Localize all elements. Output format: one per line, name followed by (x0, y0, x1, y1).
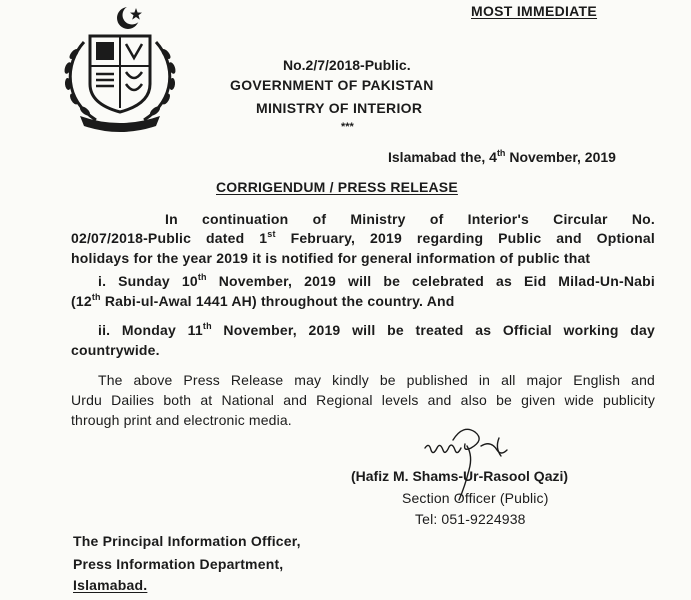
state-emblem-icon (50, 4, 190, 132)
paragraph-1-line-3: holidays for the year 2019 it is notified for general information of public that (71, 250, 591, 266)
date-line: Islamabad the, 4th November, 2019 (388, 148, 616, 165)
addressee-line-2: Press Information Department, (73, 556, 284, 572)
addressee-line-1: The Principal Information Officer, (73, 533, 301, 549)
item-i-line-2: (12th Rabi-ul-Awal 1441 AH) throughout the country. And (71, 292, 455, 309)
item-ii-line-1: ii. Monday 11th November, 2019 will be treated as Official working day (98, 321, 655, 338)
paragraph-2-line-3: through print and electronic media. (71, 412, 292, 428)
paragraph-2-line-1: The above Press Release may kindly be published in all major English and (98, 372, 655, 388)
paragraph-1-line-2: 02/07/2018-Public dated 1st February, 2019 regarding Public and Optional (71, 229, 656, 246)
ministry-title: MINISTRY OF INTERIOR (256, 100, 423, 116)
item-ii-line-2: countrywide. (71, 342, 160, 358)
separator-stars: *** (341, 121, 354, 133)
subject-title: CORRIGENDUM / PRESS RELEASE (216, 179, 458, 195)
paragraph-2-line-2: Urdu Dailies both at National and Regional levels and also be given wide publicity (71, 392, 655, 408)
government-title: GOVERNMENT OF PAKISTAN (230, 77, 434, 93)
paragraph-1-line-1: In continuation of Ministry of Interior's Circular No. (165, 211, 655, 227)
signatory-designation: Section Officer (Public) (402, 490, 549, 506)
addressee-line-3: Islamabad. (73, 577, 148, 593)
priority-label: MOST IMMEDIATE (471, 3, 598, 19)
signatory-name: (Hafiz M. Shams-Ur-Rasool Qazi) (351, 468, 569, 484)
signatory-telephone: Tel: 051-9224938 (415, 511, 526, 527)
item-i-line-1: i. Sunday 10th November, 2019 will be celebrated as Eid Milad-Un-Nabi (98, 272, 655, 289)
letter-number: No.2/7/2018-Public. (283, 57, 411, 73)
